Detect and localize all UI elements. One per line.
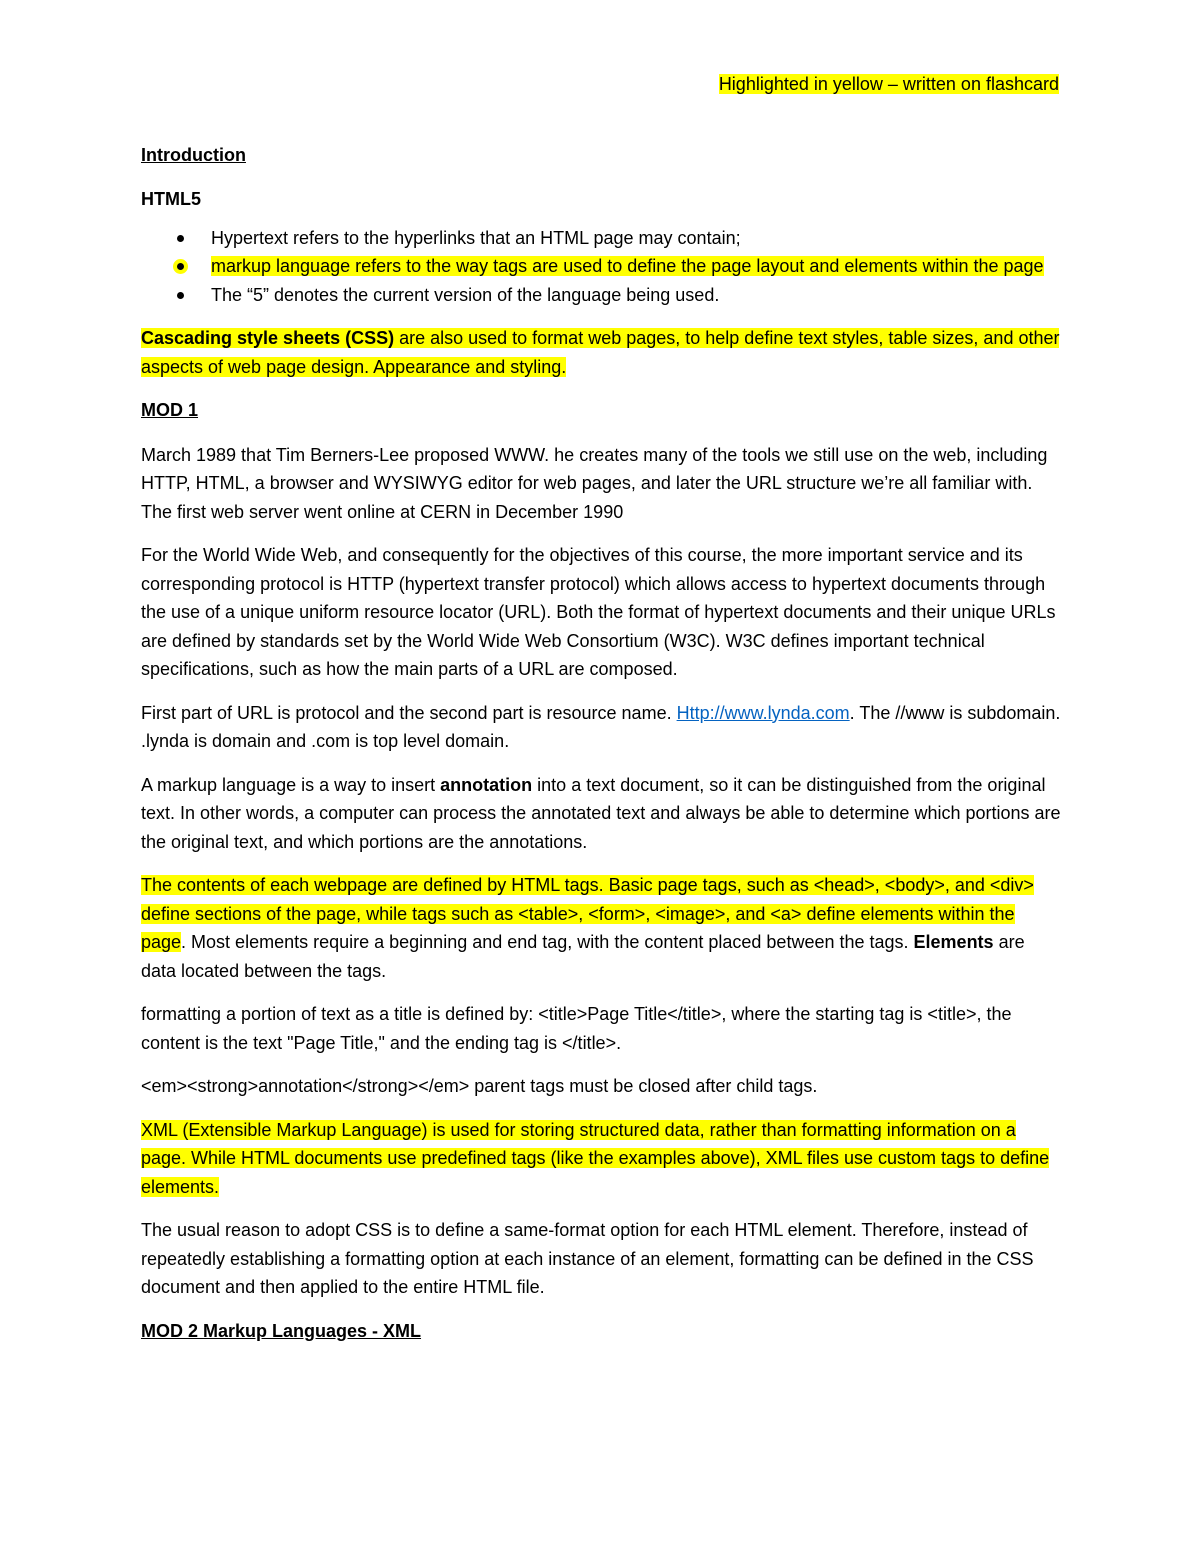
html-tags-highlighted: The contents of each webpage are defined by HTML tags. Basic page tags, such as <head>, <body>, and <div> define sections of the page, while tags such as <table>, <form>, <image>, and <a> define elements within the page (141, 875, 1034, 952)
markup-term-annotation: annotation (440, 774, 533, 795)
html-tags-after: are data located between the tags. (141, 932, 1025, 981)
bullet-text-highlighted: markup language refers to the way tags are used to define the page layout and elements within the page (211, 256, 1044, 276)
paragraph-history: March 1989 that Tim Berners-Lee proposed WWW. he creates many of the tools we still use on the web, including HTTP, HTML, a browser and WYSIWYG editor for web pages, and later the URL structure we’re all familiar with. The first web server went online at CERN in December 1990 (141, 444, 1048, 522)
list-item (141, 224, 1061, 253)
lynda-link[interactable]: Http://www.lynda.com (676, 702, 850, 723)
bullet-icon (177, 263, 184, 270)
section-heading-mod1: MOD 1 (141, 400, 199, 420)
paragraph-nesting: <em><strong>annotation</strong></em> parent tags must be closed after child tags. (141, 1076, 818, 1096)
subheading-html5: HTML5 (141, 189, 201, 209)
header-note-text: Highlighted in yellow – written on flashcard (718, 74, 1059, 94)
bullet-text: Hypertext refers to the hyperlinks that an HTML page may contain; (211, 227, 741, 248)
section-heading-mod2: MOD 2 Markup Languages - XML (141, 1320, 422, 1341)
list-item (141, 281, 1061, 310)
document-page (141, 70, 1061, 1361)
css-definition: are also used to format web pages, to help define text styles, table sizes, and other aspects of web page design. Appearance and styling. (141, 328, 1060, 377)
bullet-list (141, 224, 1061, 310)
html-tags-term-elements: Elements (913, 932, 994, 952)
bullet-icon (177, 292, 184, 299)
css-paragraph (141, 324, 1061, 381)
paragraph-css-reason: The usual reason to adopt CSS is to define a same-format option for each HTML element. Therefore, instead of repeatedly establishing a formatting option at each instance of an element, formatting can be defined in the CSS document and then applied to the entire HTML file. (141, 1220, 1034, 1297)
paragraph-title-tag: formatting a portion of text as a title is defined by: <title>Page Title</title>, where the starting tag is <title>, the content is the text "Page Title," and the ending tag is </title>. (141, 1004, 1012, 1053)
section-heading-introduction: Introduction (141, 144, 246, 165)
markup-text-after: into a text document, so it can be distinguished from the original text. In other words, a computer can process the annotated text and always be able to determine which portions are the original text, and which portions are the annotations. (141, 774, 1061, 852)
list-item (141, 252, 1061, 281)
bullet-icon (177, 235, 184, 242)
xml-highlighted: XML (Extensible Markup Language) is used for storing structured data, rather than formatting information on a page. While HTML documents use predefined tags (like the examples above), XML files use custom tags to define elements. (141, 1119, 1050, 1197)
paragraph-html-tags (141, 871, 1061, 985)
markup-text-before: A markup language is a way to insert (141, 774, 441, 795)
url-text-after: . The //www is subdomain. .lynda is domain and .com is top level domain. (141, 702, 1061, 751)
html-tags-middle: . Most elements require a beginning and end tag, with the content placed between the tags. (181, 932, 914, 952)
css-term: Cascading style sheets (CSS) (141, 328, 395, 348)
header-note (141, 70, 1061, 99)
paragraph-url (141, 699, 1061, 756)
paragraph-http: For the World Wide Web, and consequently for the objectives of this course, the more important service and its corresponding protocol is HTTP (hypertext transfer protocol) which allows access to hypertext documents through the use of a unique uniform resource locator (URL). Both the format of hypertext documents and their unique URLs are defined by standards set by the World Wide Web Consortium (W3C). W3C defines important technical specifications, such as how the main parts of a URL are composed. (141, 545, 1056, 679)
bullet-text: The “5” denotes the current version of the language being used. (211, 284, 720, 305)
url-text-before: First part of URL is protocol and the second part is resource name. (141, 702, 677, 723)
paragraph-xml (141, 1116, 1061, 1202)
paragraph-markup (141, 771, 1061, 857)
